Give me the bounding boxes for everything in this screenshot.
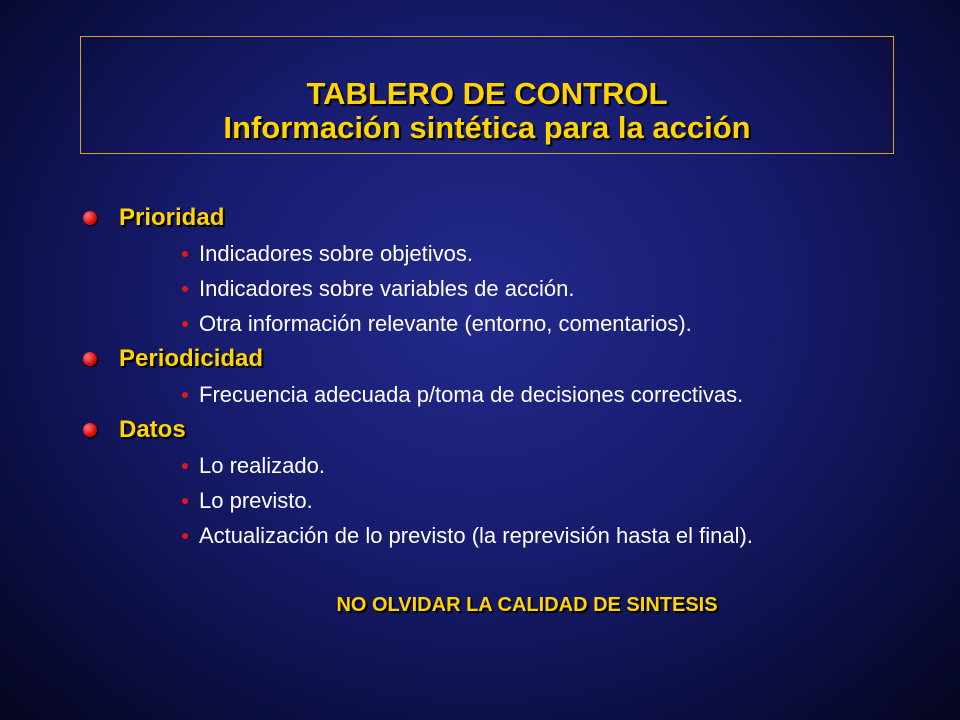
list-item-text: Otra información relevante (entorno, comentarios). (199, 310, 692, 336)
section-header (80, 341, 940, 377)
sub-bullet-icon (182, 392, 188, 398)
sub-bullet-icon (182, 498, 188, 504)
list-item-text: Actualización de lo previsto (la reprevisión hasta el final). (199, 522, 753, 548)
section-periodicidad (80, 341, 940, 412)
bullet-icon (83, 423, 97, 437)
section-label: Datos (119, 416, 186, 443)
bullet-icon (83, 211, 97, 225)
sub-bullet-icon (182, 533, 188, 539)
list-item-text: Indicadores sobre variables de acción. (199, 275, 575, 301)
section-header (80, 412, 940, 448)
bullet-icon (83, 352, 97, 366)
list-item (80, 483, 940, 518)
bullet-list (80, 200, 940, 553)
list-item-text: Indicadores sobre objetivos. (199, 240, 473, 266)
list-item-text: Lo realizado. (199, 452, 325, 478)
list-item (80, 448, 940, 483)
slide-title: TABLERO DE CONTROL (306, 76, 668, 111)
list-item (80, 377, 940, 412)
section-datos (80, 412, 940, 553)
list-item-text: Frecuencia adecuada p/toma de decisiones correctivas. (199, 381, 744, 407)
list-item (80, 271, 940, 306)
section-prioridad (80, 200, 940, 341)
sub-bullet-icon (182, 251, 188, 257)
slide-subtitle: Información sintética para la acción (223, 110, 751, 145)
sub-bullet-icon (182, 463, 188, 469)
list-item (80, 306, 940, 341)
sub-bullet-icon (182, 286, 188, 292)
list-item (80, 236, 940, 271)
title-box (80, 36, 894, 154)
section-label: Periodicidad (119, 345, 264, 372)
section-label: Prioridad (119, 204, 225, 231)
list-item (80, 518, 940, 553)
footer-note: NO OLVIDAR LA CALIDAD DE SINTESIS (336, 594, 718, 616)
list-item-text: Lo previsto. (199, 487, 313, 513)
sub-bullet-icon (182, 321, 188, 327)
section-header (80, 200, 940, 236)
